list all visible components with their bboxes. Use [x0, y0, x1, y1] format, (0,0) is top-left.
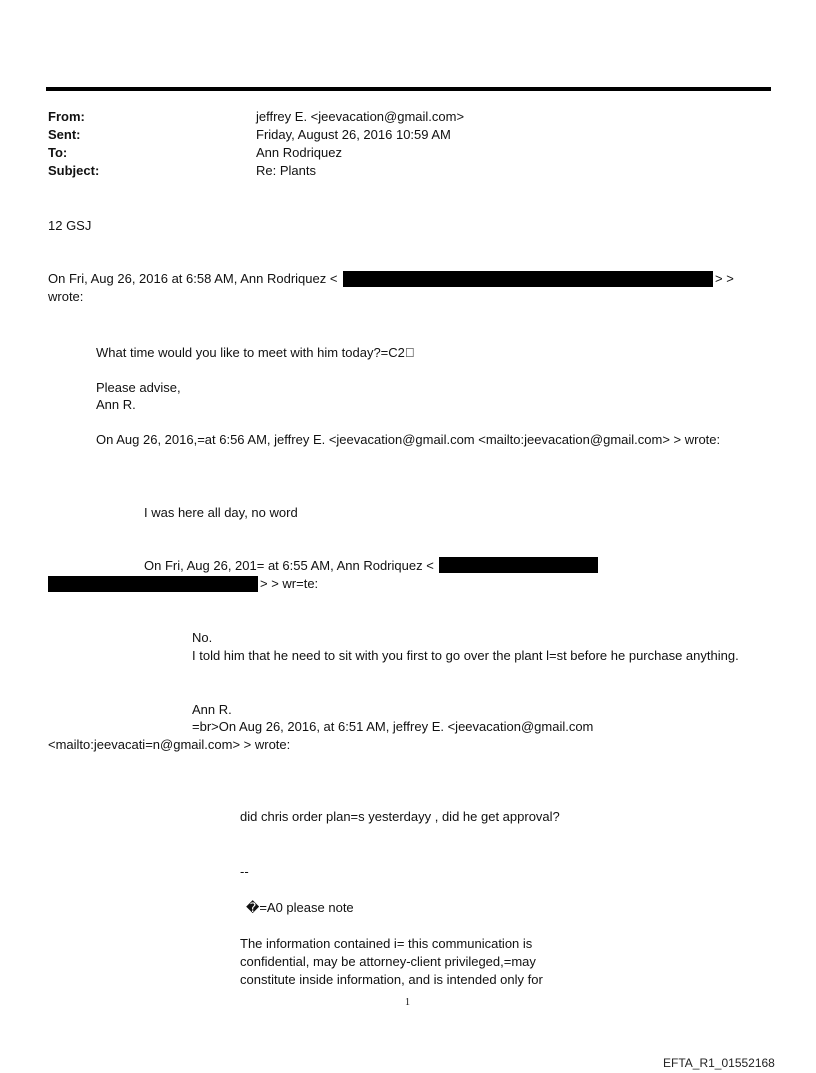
sent-label: Sent: — [48, 127, 81, 142]
from-value: jeffrey E. <jeevacation@gmail.com> — [256, 109, 465, 124]
msg1-line3: Ann R. — [96, 397, 136, 412]
msg4-line: did chris order plan=s yesterdayy , did he get approval? — [240, 809, 560, 824]
quote4-line2: <mailto:jeevacati=n@gmail.com> > wrote: — [48, 737, 291, 752]
msg1-line1: What time would you like to meet with him today?=C2  — [96, 345, 415, 360]
quote2-line: On Aug 26, 2016,=at 6:56 AM, jeffrey E. <jeevacation@gmail.com <mailto:jeevacation@gmail.com> > wrote: — [96, 432, 721, 447]
msg3-line1: No. — [192, 630, 213, 645]
header-rule — [46, 87, 771, 91]
redaction-box-3 — [48, 576, 258, 592]
signature-dash: -- — [240, 864, 249, 879]
redaction-box-2 — [439, 557, 598, 573]
quote3-line1: On Fri, Aug 26, 201= at 6:55 AM, Ann Rodriquez < — [144, 558, 434, 573]
disclaimer-line1: The information contained i= this communication is — [240, 936, 533, 951]
disclaimer-line2: confidential, may be attorney-client privileged,=may — [240, 954, 536, 969]
sent-value: Friday, August 26, 2016 10:59 AM — [256, 127, 451, 142]
quote3-line2: > > wr=te: — [260, 576, 319, 591]
page-number: 1 — [405, 997, 410, 1008]
bates-number: EFTA_R1_01552168 — [663, 1056, 775, 1070]
signature-note: �=A0 please note — [246, 900, 354, 915]
quote1-line2: wrote: — [48, 289, 84, 304]
quote1-line1: On Fri, Aug 26, 2016 at 6:58 AM, Ann Rodriquez < — [48, 271, 338, 286]
msg3-line2: I told him that he need to sit with you first to go over the plant l=st before he purchase anything. — [192, 648, 739, 663]
subject-value: Re: Plants — [256, 163, 316, 178]
msg3-line3: Ann R. — [192, 702, 232, 717]
to-label: To: — [48, 145, 68, 160]
subject-label: Subject: — [48, 163, 100, 178]
from-label: From: — [48, 109, 85, 124]
msg2-line: I was here all day, no word — [144, 505, 298, 520]
quote4-line1: =br>On Aug 26, 2016, at 6:51 AM, jeffrey E. <jeevacation@gmail.com — [192, 719, 594, 734]
to-value: Ann Rodriquez — [256, 145, 342, 160]
quote1-line1-end: > > — [715, 271, 734, 286]
reply-text: 12 GSJ — [48, 218, 92, 233]
disclaimer-line3: constitute inside information, and is intended only for — [240, 972, 543, 987]
msg1-line2: Please advise, — [96, 380, 181, 395]
redaction-box-1 — [343, 271, 713, 287]
